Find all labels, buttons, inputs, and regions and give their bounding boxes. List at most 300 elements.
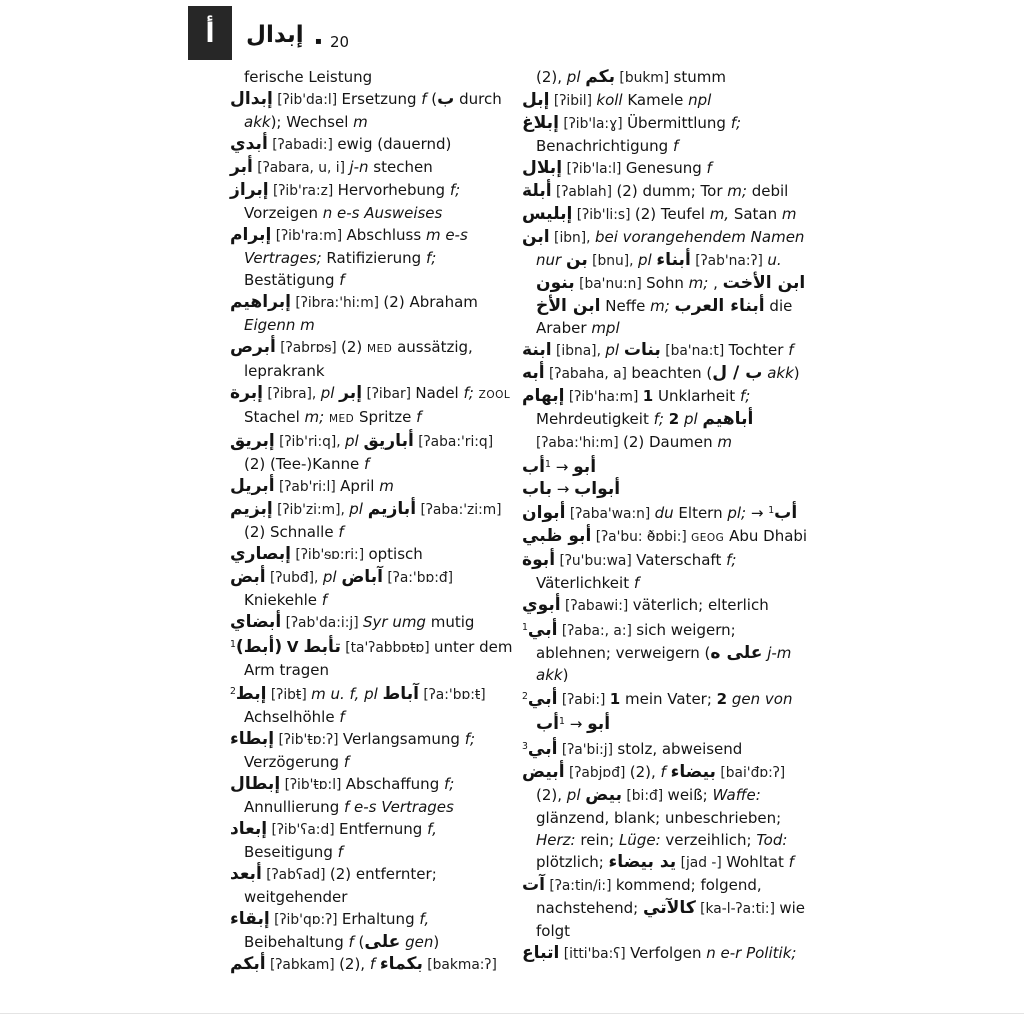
phonetic-transcription: [ʔib'la:ɣ] [558,116,628,132]
arabic-text: اتباع [522,942,560,963]
german-text: stumm [673,68,726,86]
dictionary-entry [522,180,812,203]
german-text: (2) dumm; Tor [616,182,728,200]
phonetic-transcription: [ʔabjɒđ] [564,764,630,781]
grammar-label: f, [419,910,430,929]
german-text: Unklarheit [653,387,740,405]
homonym-index: 1 [559,716,565,728]
phonetic-transcription: [ʔabadi:] [267,137,338,153]
arabic-text: إبل [522,90,550,110]
grammar-label: f [421,90,427,108]
german-text: → [550,458,574,477]
grammar-label: m u. f, pl [311,685,383,704]
german-text: (2) Teufel [634,205,710,223]
grammar-label: f; [425,249,437,267]
arabic-text: إبر [339,383,363,403]
phonetic-transcription: [ʔabrɒᵴ] [275,340,342,356]
guide-word: إبدال [246,22,304,48]
dictionary-entry [522,203,812,226]
arabic-text: بكماء [379,954,423,975]
letter-tab-character: أ [205,17,215,49]
field-label: MED [367,343,393,355]
field-label: GEOG [691,532,725,545]
german-text: weiß; [667,785,713,804]
dictionary-entry [230,728,514,773]
german-text: Väterlichkeit [536,574,634,593]
grammar-label: m [353,113,368,131]
german-text: Sohn [646,274,689,292]
phonetic-transcription: [ʔib'la:l] [562,161,626,177]
grammar-label: pl [349,500,368,518]
german-text: Genesung [625,159,707,177]
arabic-text: أبوة [522,550,556,571]
german-text: Kniekehle [244,591,322,609]
phonetic-transcription: [ʔablah] [551,184,617,200]
phonetic-transcription: [ʔib'ŧɒ:ʔ] [274,732,343,749]
phonetic-transcription: [ʔaba:'hi:m] [536,435,623,451]
grammar-label: akk [244,113,271,131]
phonetic-transcription: [ʔib'ha:m] [564,389,643,405]
phonetic-transcription: [bukm] [615,70,674,86]
grammar-label: j-n [349,158,369,176]
grammar-label: u. [767,251,782,269]
dictionary-entry [522,525,812,549]
arabic-text: على [364,932,401,953]
dictionary-entry [522,339,812,362]
german-text: glänzend, blank; unbeschrieben; [536,808,782,827]
german-text: Achselhöhle [244,708,340,727]
dictionary-entry [522,686,812,735]
german-text: Abschaffung [345,775,444,794]
grammar-label: pl [320,384,340,402]
grammar-label: f [369,955,376,974]
field-label: MED [328,413,355,425]
grammar-label: gen [405,933,434,952]
phonetic-transcription: [ka-l-ʔa:ti:] [695,900,780,917]
phonetic-transcription: [ʔib'ri:q], [274,434,346,450]
dictionary-entry [230,543,514,566]
german-text: Verlangsamung [342,730,465,749]
grammar-label: m [717,433,732,451]
dictionary-entry [522,594,812,617]
german-text: (2), [536,785,567,804]
arabic-text: ب [437,89,455,109]
grammar-label: f; [730,114,742,132]
arabic-text: ابن الأخت [722,273,806,293]
dictionary-entry [230,908,514,953]
german-text: ) [793,364,800,382]
german-text: sich weigern; ablehnen; verweigern ( [536,621,736,663]
german-text: Verfolgen [630,943,707,962]
german-text: → [564,715,588,734]
dictionary-entry [230,475,514,498]
arabic-text: أبريل [230,476,275,496]
german-text: mutig [425,613,475,631]
german-text: Bestätigung [244,271,340,289]
arabic-text: إبلاغ [522,113,559,133]
arabic-text: إبرة [230,383,264,403]
arabic-text: أبيض [522,761,565,782]
german-text: väterlich; elterlich [632,596,769,615]
arabic-text: أبواب [574,479,621,500]
grammar-label: Syr umg [362,613,426,631]
german-text: wie folgt [536,898,806,940]
german-text: Annullierung [244,798,344,817]
grammar-label: pl [345,432,364,450]
arabic-text: إبراهيم [230,292,292,312]
phonetic-transcription: [ʔib'zi:m], [272,502,350,518]
grammar-label: f [363,455,370,473]
arabic-text: تأبط [303,637,341,658]
german-text: aussätzig, leprakrank [244,338,473,380]
phonetic-transcription: [ʔabkam] [265,957,340,974]
grammar-label: f; [464,730,476,749]
grammar-label: f [339,271,345,289]
phonetic-transcription: [ʔabawi:] [560,598,633,615]
grammar-label: Tod: [756,830,788,849]
german-text: optisch [368,545,423,563]
phonetic-transcription: [ʔabʕad] [261,867,330,884]
german-text: (2) (Tee-)Kanne [244,455,364,473]
german-text: stolz, abweisend [617,739,743,758]
german-text: Erhaltung [341,910,420,929]
grammar-label: f [348,933,354,952]
phonetic-transcription: [ba'na:t] [660,343,729,359]
grammar-label: f [339,708,345,727]
dictionary-entry [522,874,812,942]
german-text: Vorzeigen [244,204,323,222]
dictionary-entry [522,500,812,525]
grammar-label: akk [767,364,794,382]
grammar-label: pl [566,785,581,804]
dictionary-entry [522,226,812,339]
dictionary-entry [522,736,812,761]
german-text: → [746,504,769,523]
grammar-label: pl [683,410,703,428]
german-text: (2) Daumen [622,433,718,451]
grammar-label: n e-s Ausweises [322,204,443,222]
dictionary-entry [522,362,812,385]
phonetic-transcription: [ʔibŧ] [266,687,312,704]
german-text: unter dem Arm tragen [244,638,513,680]
german-text: ( [353,933,365,952]
grammar-label: m; [688,274,709,292]
german-text: ( [426,90,438,108]
grammar-label: pl [605,341,624,359]
grammar-label: f e-s Vertrages [343,798,454,817]
arabic-text: بكم [585,67,616,87]
german-text: Neffe [600,297,651,315]
german-text: ferische Leistung [244,68,373,86]
grammar-label: f; [726,551,737,570]
arabic-text: إبريق [230,431,275,451]
german-text: ); Wechsel [270,113,354,131]
arabic-text: أبي [527,620,558,641]
german-text: kommend; folgend, nachstehend; [536,875,762,917]
grammar-label: f [788,341,794,359]
phonetic-transcription: [ʔab'na:ʔ] [690,253,768,269]
phonetic-transcription: [ʔab'ri:l] [274,479,341,495]
arabic-text: بن [565,250,588,270]
grammar-label: f [672,137,679,155]
arabic-text: إبهام [522,386,565,406]
phonetic-transcription: [ʔa'bu: ð̴ɒbi:] [591,529,692,546]
phonetic-transcription: [ʔibar] [362,386,416,402]
grammar-label: f, [427,820,437,839]
arabic-text: إبعاد [230,819,268,840]
dictionary-entry [230,953,514,976]
arabic-text: آت [522,874,546,895]
german-text: verzeihlich; [660,830,757,849]
dictionary-entry [522,66,812,89]
arabic-text: أبو [587,714,611,735]
phonetic-transcription: [ibna], [551,343,606,359]
phonetic-transcription: [ʔibra:'hi:m] [291,295,384,311]
bold-marker: 2 [668,410,680,428]
homonym-index: 2 [230,686,236,698]
square-bullet-icon: ▪ [315,36,322,47]
column-left [230,66,514,976]
german-text: rein; [575,830,619,849]
arabic-text: إبطاء [230,729,275,750]
arabic-text: أبو ظبي [522,526,592,547]
phonetic-transcription: [ʔibil] [549,93,597,109]
dictionary-entry [230,291,514,336]
grammar-label: f; [739,387,751,405]
arabic-text: أبي [527,689,558,710]
dictionary-entry [522,942,812,965]
german-text: Ratifizierung [321,249,426,267]
dictionary-entry [230,634,514,681]
homonym-index: 2 [522,691,528,703]
phonetic-transcription: [bnu], [587,253,638,269]
grammar-label: f [660,762,666,781]
phonetic-transcription: [ʔib'qɒ:ʔ] [269,912,342,929]
grammar-label: f [633,574,640,593]
arabic-text: إبرام [230,225,272,245]
arabic-text: يد بيضاء [608,851,677,872]
dictionary-entry [230,179,514,224]
arabic-text: آباط [382,684,419,705]
german-text: (2), [339,955,370,974]
grammar-label: m [781,205,797,223]
arabic-text: على ه [710,643,763,664]
german-text: (2) [341,338,368,356]
arabic-text: أبعد [230,864,262,885]
dictionary-entry [230,430,514,475]
arabic-text: أبر [230,157,253,177]
phonetic-transcription: [ʔib'ʕa:d] [267,822,339,839]
arabic-text: أب [536,714,560,735]
phonetic-transcription: [ʔu'bu:wa] [555,553,637,570]
arabic-text: أبرص [230,337,276,357]
dictionary-entry [230,382,514,430]
grammar-label: gen von [731,690,793,709]
grammar-label: f; [463,384,474,402]
dictionary-entry [230,336,514,382]
german-text: (2), [629,762,661,781]
arabic-text: إبقاء [230,909,270,930]
german-text: Kamele [622,91,689,109]
dictionary-entry [230,681,514,728]
phonetic-transcription: [ʔa:tin/i:] [545,877,616,894]
phonetic-transcription: [ʔib'li:s] [572,207,635,223]
phonetic-transcription: [jad -] [676,854,727,871]
german-text: ewig (dauernd) [337,135,452,153]
grammar-label: Herz: [536,830,576,849]
dictionary-entry [230,498,514,543]
german-text: April [340,477,380,495]
arabic-text: إبطال [230,774,281,795]
grammar-label: pl; [727,504,747,523]
grammar-label: koll [596,91,623,109]
dictionary-entry [230,863,514,908]
grammar-label: j-m akk [536,644,792,685]
dictionary-entry [230,133,514,156]
grammar-label: m, [709,205,730,223]
phonetic-transcription: [ʔibra], [263,386,321,402]
german-text: Hervorhebung [337,181,450,199]
arabic-text: باب [522,479,553,500]
arabic-text: أب [522,457,546,478]
german-text: Beseitigung [244,843,338,862]
phonetic-transcription: [ʔaba:'ri:q] [413,434,494,450]
phonetic-transcription: [ʔa'bi:j] [557,741,618,758]
dictionary-entry [522,761,812,874]
phonetic-transcription: [bai'đɒ:ʔ] [715,764,786,781]
grammar-label: npl [688,91,712,109]
column-right [522,66,812,976]
grammar-label: bei vorangehendem Namen nur [536,228,805,269]
bold-marker: 2 [716,690,728,709]
phonetic-transcription: [ʔib'ra:z] [268,183,338,199]
grammar-label: du [654,504,674,523]
grammar-label: m [379,477,394,495]
field-label: ZOOL [478,389,511,401]
german-text: stechen [368,158,433,176]
german-text: Ersetzung [341,90,422,108]
german-text: beachten ( [631,364,713,382]
grammar-label: m e-s Vertrages; [244,226,468,267]
arabic-text: بيضاء [670,761,716,782]
grammar-label: m; [304,408,325,426]
german-text: plötzlich; [536,852,609,871]
german-text: Verzögerung [244,753,344,772]
german-text: (2), [536,68,567,86]
arabic-text: ابن الأخ [536,296,601,316]
page-number: 20 [330,33,350,51]
german-text: Mehrdeutigkeit [536,410,654,428]
dictionary-entry [522,157,812,180]
phonetic-transcription: [itti'ba:ʕ] [559,945,631,962]
arabic-text: إبصاري [230,544,292,564]
dictionary-entry [230,88,514,133]
arabic-text: بيض [585,784,622,805]
arabic-text: بنات [623,340,661,360]
arabic-text: إبط [235,684,267,705]
arabic-text: أباهيم [702,409,754,429]
arabic-text: إبليس [522,204,573,224]
german-text: ) [562,666,569,685]
arabic-text: أبناء العرب [674,296,765,316]
german-text: Tochter [728,341,789,359]
german-text: Entfernung [339,820,428,839]
grammar-label: f [416,408,422,426]
dictionary-entry [230,611,514,634]
phonetic-transcription: [ibn], [549,230,595,246]
dictionary-entry [230,566,514,611]
arabic-text: أبلة [522,181,552,201]
arabic-text: بنون [536,273,575,293]
dictionary-entry [522,112,812,157]
grammar-label: f; [653,410,664,428]
grammar-label: f [706,159,712,177]
bold-marker: 1 [642,387,654,405]
german-text: Benachrichtigung [536,137,673,155]
dictionary-entry [230,156,514,179]
german-text: Wohltat [726,852,789,871]
arabic-text: أبوان [522,503,566,524]
dictionary-entry [522,454,812,478]
phonetic-transcription: [bakma:ʔ] [422,957,497,974]
dictionary-entry [522,385,812,454]
grammar-label: mpl [591,319,620,337]
homonym-index: 3 [522,740,528,752]
german-text: (2) Abraham [383,293,478,311]
german-text: ) [433,933,440,952]
arabic-text: أباريق [363,431,414,451]
arabic-text: كالآتي [642,897,696,918]
german-text: (2) Schnalle [244,523,339,541]
homonym-index: 1 [230,639,236,650]
arabic-text: إبراز [230,180,269,200]
german-text: debil [746,182,789,200]
arabic-text: ابن [522,227,550,247]
page-edge-line [0,1013,1024,1014]
german-text: , [708,274,723,292]
arabic-text: إبزيم [230,499,273,519]
german-text: Eltern [673,504,728,523]
phonetic-transcription: [ʔib'da:l] [272,92,342,108]
dictionary-entry [522,617,812,686]
arabic-text: أبو [573,457,597,478]
phonetic-transcription: [ta'ʔabbɒŧɒ] [340,640,435,657]
letter-tab [188,6,232,60]
arabic-text: إبدال [230,89,273,109]
grammar-label: f; [443,775,455,794]
arabic-text: أبكم [230,954,266,975]
homonym-index: 1 [545,459,551,470]
phonetic-transcription: [ʔaba'wa:n] [565,506,655,523]
arabic-text: أبازيم [367,499,417,519]
arabic-text: آباض [341,567,384,587]
grammar-label: f [321,591,328,609]
phonetic-transcription: [ʔaba:'zi:m] [416,502,502,518]
german-text: Nadel [415,384,464,402]
arabic-text: أبضاي [230,612,282,632]
german-text: Stachel [244,408,305,426]
german-text: durch [454,90,502,108]
phonetic-transcription: [ba'nu:n] [574,276,647,292]
phonetic-transcription: [ʔabaha, a] [544,366,632,382]
phonetic-transcription: [ʔubđ], [265,570,323,586]
grammar-label: Lüge: [618,830,661,849]
homonym-index: 1 [522,622,528,634]
arabic-text: أبناء [656,250,691,270]
grammar-label: n e-r Politik; [706,943,797,962]
arabic-text: أب [774,503,798,524]
phonetic-transcription: [ʔib'ra:m] [271,228,347,244]
